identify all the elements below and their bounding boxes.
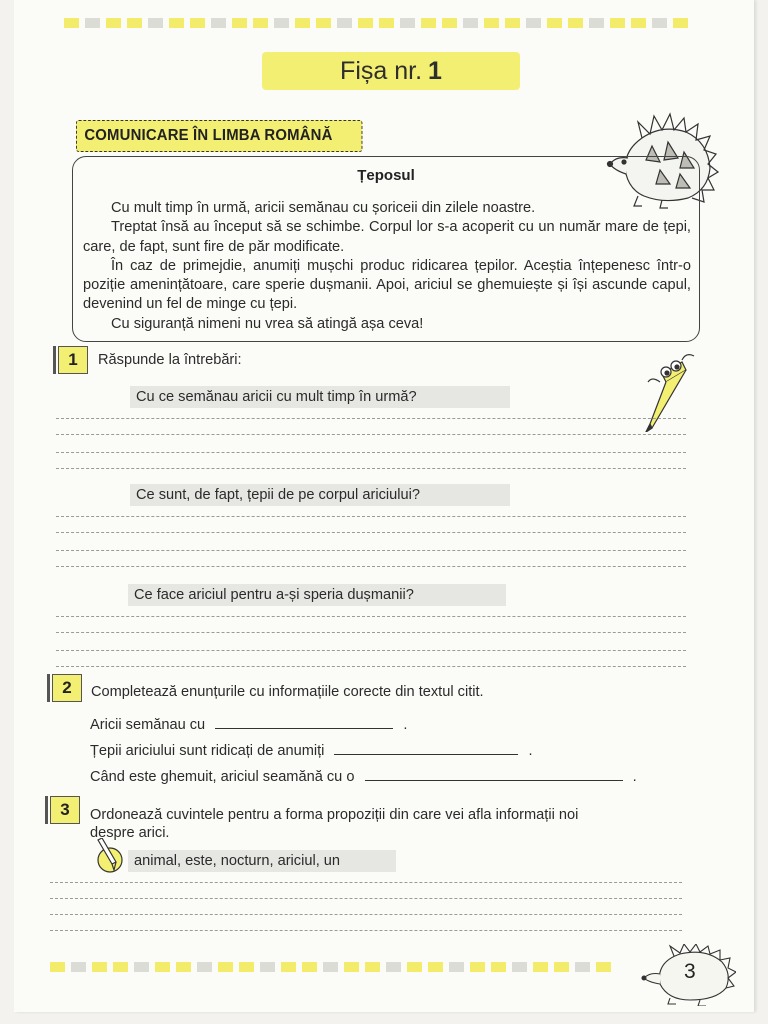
stripe-block xyxy=(442,18,457,28)
stripe-block xyxy=(533,962,548,972)
sentence-text: Țepii ariciului sunt ridicați de anumiți xyxy=(90,743,325,759)
stripe-block xyxy=(260,962,275,972)
stripe-block xyxy=(197,962,212,972)
answer-line[interactable] xyxy=(50,914,682,915)
pencil-mascot-icon xyxy=(642,352,702,432)
story-paragraph: Treptat însă au început să se schimbe. Corpul lor s-a acoperit cu un număr mare de țepi, care, de fapt, sunt fire de păr modificate. xyxy=(83,219,691,255)
stripe-block xyxy=(92,962,107,972)
stripe-block xyxy=(302,962,317,972)
answer-line[interactable] xyxy=(56,616,686,617)
stripe-block xyxy=(428,962,443,972)
page-number-badge xyxy=(640,944,736,1006)
sentence-1 xyxy=(90,716,407,733)
exercise-3-instruction xyxy=(90,806,690,842)
stripe-block xyxy=(484,18,499,28)
instruction-line: despre arici. xyxy=(90,825,170,841)
stripe-block xyxy=(491,962,506,972)
stripe-block xyxy=(106,18,121,28)
stripe-block xyxy=(512,962,527,972)
exercise-1-number: 1 xyxy=(58,346,88,374)
section-heading: COMUNICARE ÎN LIMBA ROMÂNĂ xyxy=(76,120,362,152)
sentence-end: . xyxy=(528,743,533,759)
stripe-block xyxy=(85,18,100,28)
stripe-block xyxy=(505,18,520,28)
stripe-block xyxy=(470,962,485,972)
stripe-block xyxy=(400,18,415,28)
fill-blank[interactable] xyxy=(215,716,393,729)
title-number: 1 xyxy=(428,56,442,85)
stripe-block xyxy=(239,962,254,972)
sentence-text: Aricii semănau cu xyxy=(90,717,206,733)
stripe-block xyxy=(274,18,289,28)
stripe-block xyxy=(379,18,394,28)
answer-line[interactable] xyxy=(56,516,686,517)
bottom-decorative-stripe xyxy=(50,962,611,972)
stripe-block xyxy=(463,18,478,28)
instruction-line: Ordonează cuvintele pentru a forma propoziții din care vei afla informații noi xyxy=(90,807,579,823)
stripe-block xyxy=(631,18,646,28)
stripe-block xyxy=(148,18,163,28)
story-paragraph: Cu mult timp în urmă, aricii semănau cu șoriceii din zilele noastre. xyxy=(111,200,536,216)
pen-icon xyxy=(94,838,124,874)
fill-blank[interactable] xyxy=(334,742,518,755)
stripe-block xyxy=(316,18,331,28)
stripe-block xyxy=(169,18,184,28)
stripe-block xyxy=(554,962,569,972)
stripe-block xyxy=(547,18,562,28)
stripe-block xyxy=(673,18,688,28)
answer-line[interactable] xyxy=(56,418,686,419)
stripe-block xyxy=(358,18,373,28)
story-paragraph: Cu siguranță nimeni nu vrea să atingă așa ceva! xyxy=(111,315,424,332)
exercise-3-number: 3 xyxy=(50,796,80,824)
question-3: Ce face ariciul pentru a-și speria dușmanii? xyxy=(128,584,506,606)
stripe-block xyxy=(575,962,590,972)
stripe-block xyxy=(386,962,401,972)
stripe-block xyxy=(50,962,65,972)
answer-line[interactable] xyxy=(56,566,686,567)
title-prefix: Fișa nr. xyxy=(340,56,423,85)
stripe-block xyxy=(71,962,86,972)
answer-line[interactable] xyxy=(56,666,686,667)
stripe-block xyxy=(610,18,625,28)
exercise-1-instruction: Răspunde la întrebări: xyxy=(98,352,242,368)
answer-line[interactable] xyxy=(56,650,686,651)
answer-line[interactable] xyxy=(56,468,686,469)
answer-line[interactable] xyxy=(50,930,682,931)
stripe-block xyxy=(232,18,247,28)
fill-blank[interactable] xyxy=(365,768,623,781)
stripe-block xyxy=(113,962,128,972)
top-decorative-stripe xyxy=(64,18,688,28)
stripe-block xyxy=(190,18,205,28)
stripe-block xyxy=(596,962,611,972)
stripe-block xyxy=(589,18,604,28)
story-paragraph: În caz de primejdie, anumiți mușchi produc ridicarea țepilor. Aceștia înțepenesc într-o poziție amenințătoare, care sperie dușmanii. Apoi, ariciul se ghemuiește și își ascunde capul, devenind un fel de minge cu țepi. xyxy=(83,257,691,313)
stripe-block xyxy=(176,962,191,972)
answer-line[interactable] xyxy=(56,434,686,435)
worksheet-title xyxy=(262,52,520,90)
word-list: animal, este, nocturn, ariciul, un xyxy=(128,850,396,872)
stripe-block xyxy=(155,962,170,972)
answer-line[interactable] xyxy=(50,898,682,899)
exercise-2-number: 2 xyxy=(52,674,82,702)
stripe-block xyxy=(407,962,422,972)
stripe-block xyxy=(526,18,541,28)
question-2: Ce sunt, de fapt, țepii de pe corpul ariciului? xyxy=(130,484,510,506)
question-1: Cu ce semănau aricii cu mult timp în urmă? xyxy=(130,386,510,408)
stripe-block xyxy=(568,18,583,28)
stripe-block xyxy=(134,962,149,972)
sentence-end: . xyxy=(403,717,408,733)
stripe-block xyxy=(253,18,268,28)
answer-line[interactable] xyxy=(56,452,686,453)
exercise-2-instruction: Completează enunțurile cu informațiile corecte din textul citit. xyxy=(91,684,484,700)
answer-line[interactable] xyxy=(56,550,686,551)
stripe-block xyxy=(281,962,296,972)
answer-line[interactable] xyxy=(56,532,686,533)
stripe-block xyxy=(365,962,380,972)
sentence-3 xyxy=(90,768,637,785)
answer-line[interactable] xyxy=(56,632,686,633)
stripe-block xyxy=(449,962,464,972)
worksheet-page xyxy=(14,0,754,1012)
stripe-block xyxy=(323,962,338,972)
story-text xyxy=(83,199,691,334)
story-title: Țeposul xyxy=(357,167,415,184)
stripe-block xyxy=(652,18,667,28)
sentence-2 xyxy=(90,742,533,759)
stripe-block xyxy=(211,18,226,28)
stripe-block xyxy=(421,18,436,28)
story-box xyxy=(72,156,700,342)
stripe-block xyxy=(64,18,79,28)
stripe-block xyxy=(218,962,233,972)
stripe-block xyxy=(295,18,310,28)
sentence-end: . xyxy=(632,769,637,785)
page-number: 3 xyxy=(684,960,696,983)
stripe-block xyxy=(337,18,352,28)
stripe-block xyxy=(344,962,359,972)
stripe-block xyxy=(127,18,142,28)
sentence-text: Când este ghemuit, ariciul seamănă cu o xyxy=(90,769,355,785)
answer-line[interactable] xyxy=(50,882,682,883)
